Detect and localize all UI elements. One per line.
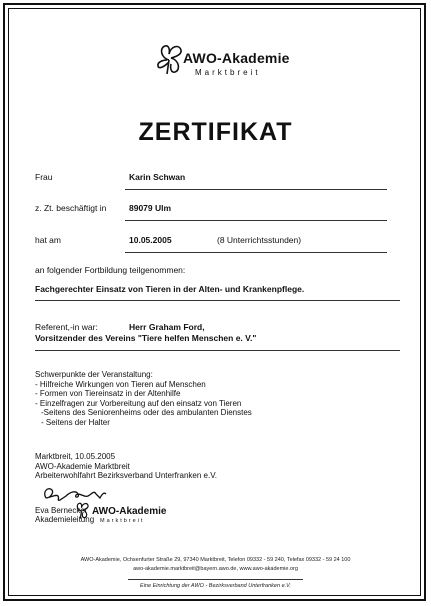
stamp-heart-icon [72,500,92,522]
participant-name: Karin Schwan [129,172,186,182]
course-date: 10.05.2005 [129,235,172,245]
signer-role: Akademieleitung [35,515,95,524]
list-item: -Seitens des Seniorenheims oder des ambulanten Dienstes [41,408,252,417]
topics-heading: Schwerpunkte der Veranstaltung: [35,370,153,379]
footer-affiliation: Eine Einrichtung der AWO - Bezirksverband Unterfranken e.V. [140,583,291,589]
divider [125,252,387,253]
footer-divider [128,579,303,580]
speaker-role: Vorsitzender des Vereins "Tiere helfen Menschen e. V." [35,333,257,343]
employment-label: z. Zt. beschäftigt in [35,203,107,213]
stamp-subtitle: Marktbreit [100,518,145,524]
place-date: Marktbreit, 10.05.2005 [35,452,116,461]
divider [125,189,387,190]
list-item: - Hilfreiche Wirkungen von Tieren auf Menschen [35,379,206,389]
heart-flower-icon [155,40,185,80]
footer-address: AWO-Akademie, Ochsenfurter Straße 29, 97340 Marktbreit, Telefon 09332 - 59 240, Telefax 09332 - 59 24 100 [80,557,351,563]
hours-note: (8 Unterrichtsstunden) [217,235,302,245]
date-label: hat am [35,235,61,245]
issuer-org-full: Arbeiterwohlfahrt Bezirksverband Unterfranken e.V. [35,471,218,480]
course-title: Fachgerechter Einsatz von Tieren in der Alten- und Krankenpflege. [35,284,305,294]
logo-subtitle: Marktbreit [195,68,261,77]
logo-name: AWO-Akademie [183,50,290,66]
divider [125,220,387,221]
speaker-label: Referent,-in war: [35,322,98,332]
signer-name: Eva Bernecker [35,506,88,515]
certificate-title: ZERTIFIKAT [138,118,293,146]
awo-stamp [72,500,192,526]
salutation-label: Frau [35,172,53,182]
issuer-block [35,452,217,481]
stamp-name: AWO-Akademie [92,506,167,517]
list-item: - Seitens der Halter [41,417,110,427]
divider [35,300,400,301]
awo-logo [155,40,295,82]
participation-text: an folgender Fortbildung teilgenommen: [35,265,186,275]
employment-value: 89079 Ulm [129,203,172,213]
list-item: - Einzelfragen zur Vorbereitung auf den einsatz von Tieren [35,398,242,408]
list-item: - Formen von Tiereinsatz in der Altenhilfe [35,389,181,398]
speaker-name: Herr Graham Ford, [129,322,205,332]
issuer-org: AWO-Akademie Marktbreit [35,461,130,471]
footer-contact: awo-akademie.marktbreit@bayern.awo.de, www.awo-akademie.org [133,566,298,572]
topics-section [35,370,252,427]
divider [35,350,400,351]
